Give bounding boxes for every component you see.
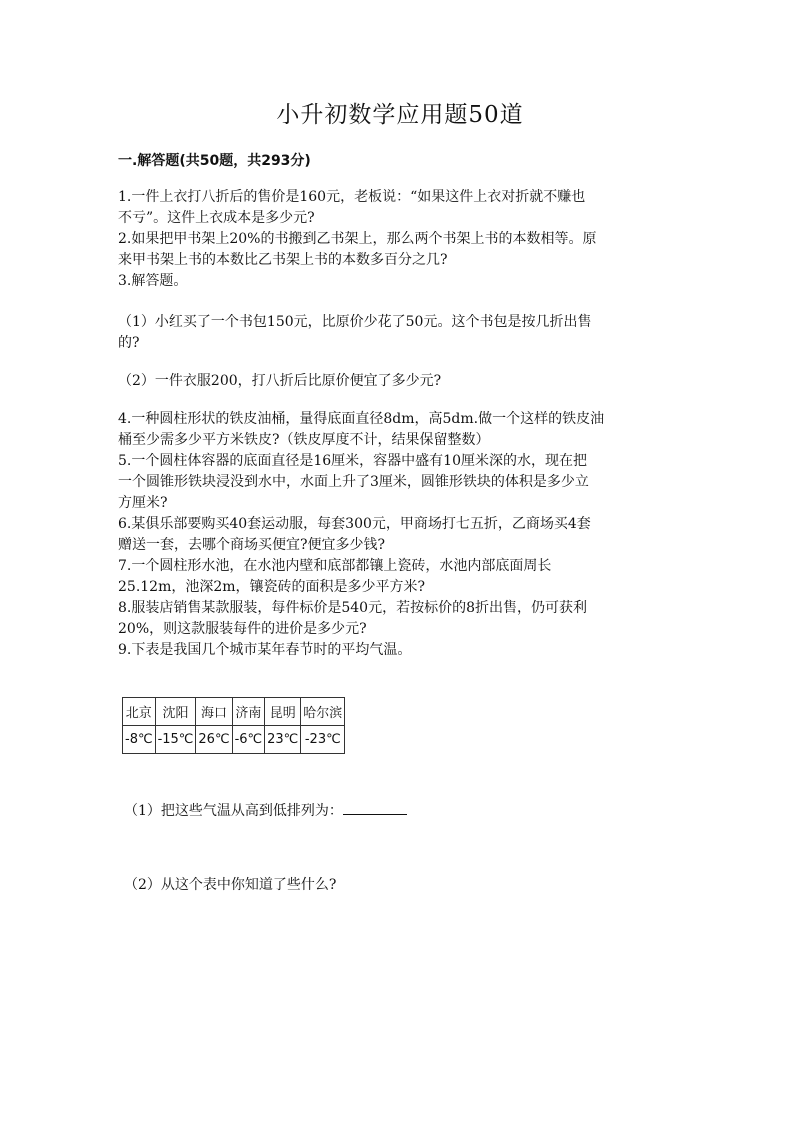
question-9-2-text: （2）从这个表中你知道了些什么?: [124, 877, 337, 893]
answer-blank: [343, 802, 407, 815]
question-5-line-2: 一个圆锥形铁块浸没到水中，水面上升了3厘米，圆锥形铁块的体积是多少立: [118, 474, 589, 490]
question-3-part-1: [118, 312, 684, 354]
question-3-1-line-2: 的?: [118, 335, 140, 351]
question-2-line-2: 来甲书架上书的本数比乙书架上书的本数多百分之几?: [118, 252, 448, 268]
section-heading: 一.解答题(共50题，共293分): [118, 153, 311, 169]
question-7-line-1: 7.一个圆柱形水池，在水池内壁和底部都镶上瓷砖，水池内部底面周长: [118, 558, 552, 574]
question-4-line-2: 桶至少需多少平方米铁皮?（铁皮厚度不计，结果保留整数）: [118, 432, 490, 448]
table-cell-temp: 26℃: [196, 726, 232, 754]
table-cell-temp: -23℃: [301, 726, 345, 754]
table-cell-temp: -8℃: [123, 726, 156, 754]
question-1-line-1: 1.一件上衣打八折后的售价是160元，老板说：“如果这件上衣对折就不赚也: [118, 189, 586, 205]
question-9-line-1: 9.下表是我国几个城市某年春节时的平均气温。: [118, 642, 412, 658]
question-block-4-9: [118, 409, 684, 661]
table-cell-temp: -6℃: [232, 726, 265, 754]
table-cell-city: 济南: [232, 698, 265, 726]
table-cell-city: 哈尔滨: [301, 698, 345, 726]
question-5-line-3: 方厘米?: [118, 495, 168, 511]
question-3-part-2: [118, 371, 684, 392]
question-8-line-1: 8.服装店销售某款服装，每件标价是540元，若按标价的8折出售，仍可获利: [118, 600, 587, 616]
question-2-line-1: 2.如果把甲书架上20%的书搬到乙书架上，那么两个书架上书的本数相等。原: [118, 231, 597, 247]
question-9-1-text: （1）把这些气温从高到低排列为：: [124, 803, 343, 819]
page-title: 小升初数学应用题50道: [276, 102, 524, 128]
table-cell-temp: -15℃: [155, 726, 196, 754]
question-1-line-2: 不亏”。这件上衣成本是多少元?: [118, 210, 315, 226]
question-block-1-3: [118, 187, 684, 292]
question-7-line-2: 25.12m，池深2m，镶瓷砖的面积是多少平方米?: [118, 579, 426, 595]
question-4-line-1: 4.一种圆柱形状的铁皮油桶，量得底面直径8dm，高5dm.做一个这样的铁皮油: [118, 411, 605, 427]
temperature-table: [122, 697, 345, 754]
table-cell-city: 昆明: [265, 698, 301, 726]
table-cell-temp: 23℃: [265, 726, 301, 754]
question-6-line-1: 6.某俱乐部要购买40套运动服，每套300元，甲商场打七五折，乙商场买4套: [118, 516, 591, 532]
table-cell-city: 海口: [196, 698, 232, 726]
question-5-line-1: 5.一个圆柱体容器的底面直径是16厘米，容器中盛有10厘米深的水，现在把: [118, 453, 587, 469]
question-6-line-2: 赠送一套，去哪个商场买便宜?便宜多少钱?: [118, 537, 386, 553]
question-3-line-1: 3.解答题。: [118, 273, 188, 289]
question-9-part-2: [124, 875, 336, 896]
question-8-line-2: 20%，则这款服装每件的进价是多少元?: [118, 621, 367, 637]
table-row-temps: [123, 726, 345, 754]
question-9-part-1: [124, 801, 407, 822]
question-3-2-line-1: （2）一件衣服200，打八折后比原价便宜了多少元?: [118, 373, 442, 389]
table-cell-city: 沈阳: [155, 698, 196, 726]
table-cell-city: 北京: [123, 698, 156, 726]
table-row-cities: [123, 698, 345, 726]
question-3-1-line-1: （1）小红买了一个书包150元，比原价少花了50元。这个书包是按几折出售: [118, 314, 592, 330]
